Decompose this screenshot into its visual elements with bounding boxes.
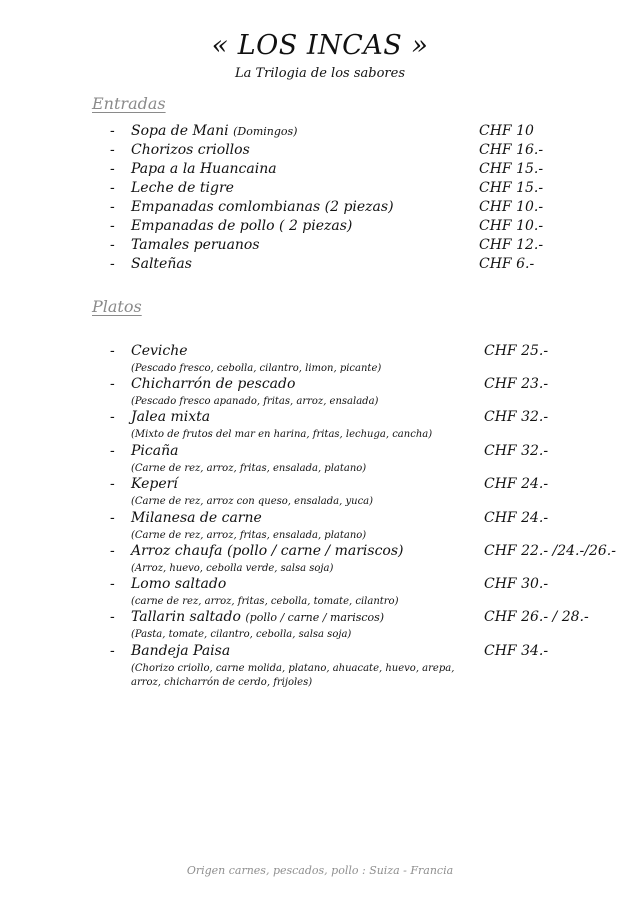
item-price: CHF 30.-	[484, 576, 549, 592]
menu-item	[0, 343, 640, 362]
item-name-text: Bandeja Paisa	[131, 643, 231, 659]
item-name-text: Keperí	[131, 476, 178, 492]
item-description: (Arroz, huevo, cebolla verde, salsa soja)	[131, 563, 334, 574]
item-dash: -	[110, 237, 115, 253]
item-dash: -	[110, 576, 115, 592]
item-price: CHF 34.-	[484, 643, 549, 659]
item-name	[131, 142, 250, 158]
item-name	[131, 237, 260, 253]
menu-subtitle: La Trilogia de los sabores	[235, 66, 405, 81]
item-dash: -	[110, 256, 115, 272]
item-name	[131, 123, 297, 139]
item-name	[131, 576, 226, 592]
item-name-text: Arroz chaufa (pollo / carne / mariscos)	[131, 543, 404, 559]
item-price: CHF 24.-	[484, 476, 549, 492]
item-price: CHF 24.-	[484, 510, 549, 526]
item-dash: -	[110, 199, 115, 215]
menu-item	[0, 237, 640, 256]
item-description: (Pescado fresco apanado, fritas, arroz, ensalada)	[131, 396, 379, 407]
item-description: (Chorizo criollo, carne molida, platano, ahuacate, huevo, arepa,	[131, 663, 455, 674]
menu-item	[0, 142, 640, 161]
item-dash: -	[110, 609, 115, 625]
item-name	[131, 443, 178, 459]
item-name	[131, 180, 234, 196]
origin-footer: Origen carnes, pescados, pollo : Suiza - Francia	[186, 864, 454, 877]
menu-item	[0, 609, 640, 628]
menu-item	[0, 643, 640, 662]
item-description: (Mixto de frutos del mar en harina, fritas, lechuga, cancha)	[131, 429, 433, 440]
item-price: CHF 15.-	[479, 180, 544, 196]
item-price: CHF 26.- / 28.-	[484, 609, 589, 625]
item-description: (Carne de rez, arroz con queso, ensalada, yuca)	[131, 496, 374, 507]
item-price: CHF 10	[479, 123, 534, 139]
item-dash: -	[110, 343, 115, 359]
item-name-text: Picaña	[131, 443, 179, 459]
section-heading-entradas: Entradas	[92, 94, 166, 113]
item-name-text: Tamales peruanos	[131, 237, 260, 253]
item-price: CHF 32.-	[484, 443, 549, 459]
menu-item	[0, 218, 640, 237]
item-dash: -	[110, 543, 115, 559]
item-name	[131, 543, 404, 559]
menu-item	[0, 443, 640, 462]
item-name	[131, 161, 277, 177]
item-price: CHF 22.- /24.-/26.-	[484, 543, 616, 559]
item-dash: -	[110, 409, 115, 425]
item-dash: -	[110, 476, 115, 492]
menu-item	[0, 199, 640, 218]
section-heading-platos: Platos	[92, 297, 142, 316]
menu-item	[0, 180, 640, 199]
item-note: (Domingos)	[233, 125, 298, 138]
item-description: (Pescado fresco, cebolla, cilantro, limon, picante)	[131, 363, 382, 374]
menu-item	[0, 409, 640, 428]
item-price: CHF 32.-	[484, 409, 549, 425]
item-name	[131, 476, 178, 492]
menu-item	[0, 576, 640, 595]
menu-item	[0, 543, 640, 562]
item-dash: -	[110, 443, 115, 459]
item-description: (Carne de rez, arroz, fritas, ensalada, platano)	[131, 463, 367, 474]
item-dash: -	[110, 218, 115, 234]
item-name	[131, 409, 210, 425]
item-name-text: Sopa de Mani	[131, 123, 234, 139]
item-name-text: Salteñas	[131, 256, 192, 272]
item-price: CHF 25.-	[484, 343, 549, 359]
item-name	[131, 199, 394, 215]
item-description: (carne de rez, arroz, fritas, cebolla, tomate, cilantro)	[131, 596, 399, 607]
item-price: CHF 10.-	[479, 199, 544, 215]
item-name-text: Ceviche	[131, 343, 188, 359]
item-name	[131, 510, 262, 526]
item-name-text: Tallarin saltado	[131, 609, 246, 625]
item-name-text: Lomo saltado	[131, 576, 227, 592]
item-dash: -	[110, 510, 115, 526]
item-note: (pollo / carne / mariscos)	[245, 611, 385, 624]
item-name-text: Leche de tigre	[131, 180, 234, 196]
item-name-text: Chorizos criollos	[131, 142, 250, 158]
item-name-text: Milanesa de carne	[131, 510, 262, 526]
item-dash: -	[110, 161, 115, 177]
item-dash: -	[110, 643, 115, 659]
item-price: CHF 10.-	[479, 218, 544, 234]
item-name-text: Jalea mixta	[131, 409, 211, 425]
menu-item	[0, 376, 640, 395]
item-description-line2: arroz, chicharrón de cerdo, frijoles)	[131, 677, 313, 688]
item-price: CHF 6.-	[479, 256, 535, 272]
menu-item	[0, 476, 640, 495]
item-dash: -	[110, 142, 115, 158]
menu-item	[0, 510, 640, 529]
item-dash: -	[110, 123, 115, 139]
item-price: CHF 16.-	[479, 142, 544, 158]
item-description: (Pasta, tomate, cilantro, cebolla, salsa soja)	[131, 629, 352, 640]
item-name-text: Papa a la Huancaina	[131, 161, 277, 177]
item-name	[131, 643, 230, 659]
item-name	[131, 376, 295, 392]
menu-title: « LOS INCAS »	[211, 30, 429, 61]
item-name-text: Empanadas de pollo ( 2 piezas)	[131, 218, 353, 234]
item-name	[131, 609, 384, 625]
item-name	[131, 256, 192, 272]
item-dash: -	[110, 376, 115, 392]
menu-item	[0, 161, 640, 180]
item-name	[131, 343, 188, 359]
menu-item	[0, 256, 640, 275]
item-name-text: Chicharrón de pescado	[131, 376, 296, 392]
item-name-text: Empanadas comlombianas (2 piezas)	[131, 199, 394, 215]
item-price: CHF 12.-	[479, 237, 544, 253]
item-price: CHF 23.-	[484, 376, 549, 392]
item-name	[131, 218, 352, 234]
item-price: CHF 15.-	[479, 161, 544, 177]
item-dash: -	[110, 180, 115, 196]
menu-item	[0, 123, 640, 142]
item-description: (Carne de rez, arroz, fritas, ensalada, platano)	[131, 530, 367, 541]
